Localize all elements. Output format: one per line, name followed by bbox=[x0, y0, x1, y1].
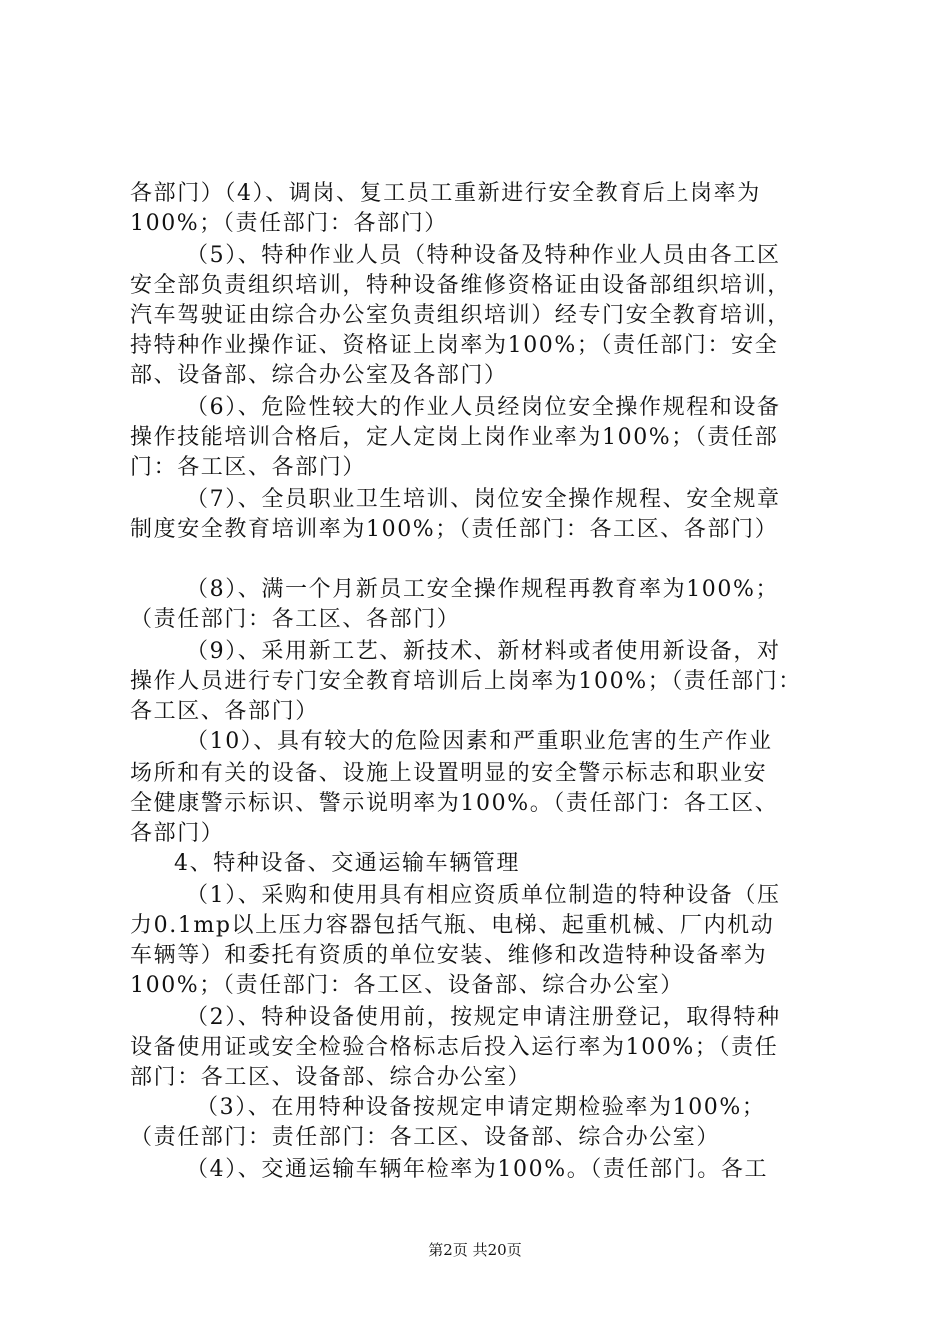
text-line: 100%；（责任部门：各部门） bbox=[130, 211, 448, 236]
text-line: （责任部门：责任部门：各工区、设备部、综合办公室） bbox=[130, 1125, 721, 1150]
text-line: 各部门）（4）、调岗、复工员工重新进行安全教育后上岗率为 bbox=[130, 181, 761, 206]
text-line: 全健康警示标识、警示说明率为100%。（责任部门：各工区、 bbox=[130, 791, 779, 816]
text-line: 各部门） bbox=[130, 821, 225, 846]
text-line: （2）、特种设备使用前，按规定申请注册登记，取得特种 bbox=[186, 1005, 781, 1030]
text-line: 设备使用证或安全检验合格标志后投入运行率为100%；（责任 bbox=[130, 1035, 779, 1060]
text-line: （9）、采用新工艺、新技术、新材料或者使用新设备，对 bbox=[186, 639, 781, 664]
text-line: 制度安全教育培训率为100%；（责任部门：各工区、各部门） bbox=[130, 517, 779, 542]
text-line: （10）、具有较大的危险因素和严重职业危害的生产作业 bbox=[186, 729, 773, 754]
text-line: 门：各工区、各部门） bbox=[130, 455, 367, 480]
text-line: 部门：各工区、设备部、综合办公室） bbox=[130, 1065, 532, 1090]
text-line: （7）、全员职业卫生培训、岗位安全操作规程、安全规章 bbox=[186, 487, 781, 512]
text-line: 力0.1mp以上压力容器包括气瓶、电梯、起重机械、厂内机动 bbox=[130, 913, 775, 938]
text-line: （3）、在用特种设备按规定申请定期检验率为100%； bbox=[196, 1095, 766, 1120]
section-heading: 4、特种设备、交通运输车辆管理 bbox=[174, 851, 520, 876]
text-line: （1）、采购和使用具有相应资质单位制造的特种设备（压 bbox=[186, 883, 781, 908]
text-line: 场所和有关的设备、设施上设置明显的安全警示标志和职业安 bbox=[130, 761, 768, 786]
text-line: （5）、特种作业人员（特种设备及特种作业人员由各工区 bbox=[186, 243, 781, 268]
text-line: 安全部负责组织培训，特种设备维修资格证由设备部组织培训， bbox=[130, 273, 791, 298]
text-line: 100%；（责任部门：各工区、设备部、综合办公室） bbox=[130, 973, 684, 998]
page-footer: 第2页 共20页 bbox=[428, 1241, 522, 1259]
text-line: 车辆等）和委托有资质的单位安装、维修和改造特种设备率为 bbox=[130, 943, 768, 968]
text-line: 持特种作业操作证、资格证上岗率为100%；（责任部门：安全 bbox=[130, 333, 779, 358]
text-line: 汽车驾驶证由综合办公室负责组织培训）经专门安全教育培训， bbox=[130, 303, 791, 328]
text-line: 各工区、各部门） bbox=[130, 699, 319, 724]
text-line: （8）、满一个月新员工安全操作规程再教育率为100%； bbox=[186, 577, 780, 602]
text-line: （责任部门：各工区、各部门） bbox=[130, 607, 461, 632]
text-line: 操作人员进行专门安全教育培训后上岗率为100%；（责任部门： bbox=[130, 669, 802, 694]
text-line: 操作技能培训合格后，定人定岗上岗作业率为100%；（责任部 bbox=[130, 425, 779, 450]
text-line: （6）、危险性较大的作业人员经岗位安全操作规程和设备 bbox=[186, 395, 781, 420]
text-line: （4）、交通运输车辆年检率为100%。（责任部门。各工 bbox=[186, 1157, 769, 1182]
text-line: 部、设备部、综合办公室及各部门） bbox=[130, 363, 508, 388]
